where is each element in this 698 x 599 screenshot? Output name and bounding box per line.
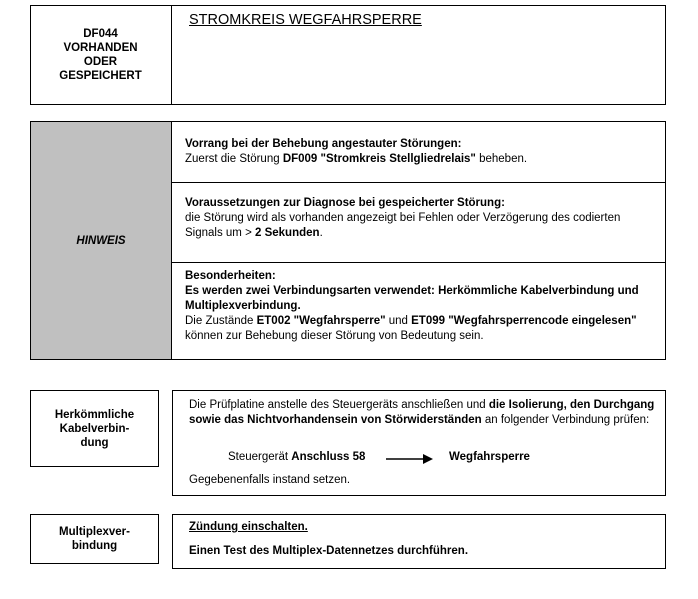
kabel-instructions xyxy=(189,398,657,428)
block-value: 2 Sekunden xyxy=(255,227,320,239)
connection-target xyxy=(449,451,530,463)
block-text: Die Zustände xyxy=(185,315,257,327)
block-text: die Störung wird als vorhanden angezeigt bei Fehlen oder Verzögerung des codierten Signals um > xyxy=(185,212,621,239)
fault-code-line: VORHANDEN xyxy=(63,42,138,54)
fault-reference: DF009 "Stromkreis Stellgliedrelais" xyxy=(282,153,476,165)
connection-line xyxy=(228,451,365,463)
state-reference: ET099 "Wegfahrsperrencode eingelesen" xyxy=(411,315,637,327)
kabel-footer: Gegebenenfalls instand setzen. xyxy=(189,474,351,486)
step-text: Zündung einschalten. xyxy=(189,521,308,533)
label-line: Kabelverbin- xyxy=(59,422,130,435)
instruction-text: an folgender Verbindung prüfen: xyxy=(481,414,650,426)
instruction-bold: die Isolierung, den Durchgang sowie das Nichtvorhandensein von Störwiderständen xyxy=(189,399,655,426)
hinweis-label: HINWEIS xyxy=(76,234,126,247)
hinweis-block-special xyxy=(185,269,655,344)
connection-target-label: Wegfahrsperre xyxy=(449,451,530,463)
page-title: STROMKREIS WEGFAHRSPERRE xyxy=(189,12,422,28)
fault-code-line: DF044 xyxy=(83,28,118,40)
label-line: bindung xyxy=(71,540,118,552)
block-text: . xyxy=(319,227,323,239)
divider xyxy=(172,262,665,263)
step-text: Einen Test des Multiplex-Datennetzes durchführen. xyxy=(189,545,469,557)
arrow-right-icon xyxy=(386,453,434,465)
label-line: Multiplexver- xyxy=(59,526,130,538)
state-reference: ET002 "Wegfahrsperre" xyxy=(256,315,386,327)
multiplex-label xyxy=(30,514,159,564)
label-line: Herkömmliche xyxy=(54,408,135,421)
hinweis-block-priority xyxy=(185,137,655,167)
block-text: und xyxy=(385,315,412,327)
block-text: Zuerst die Störung xyxy=(185,153,283,165)
block-text: können zur Behebung dieser Störung von Bedeutung sein. xyxy=(185,330,484,342)
block-heading: Voraussetzungen zur Diagnose bei gespeicherter Störung: xyxy=(185,197,505,209)
instruction-text: Die Prüfplatine anstelle des Steuergeräts anschließen und xyxy=(189,399,489,411)
multiplex-step-1 xyxy=(189,521,308,533)
kabel-label xyxy=(30,390,159,467)
label-line: dung xyxy=(80,436,109,449)
divider xyxy=(172,182,665,183)
connection-source: Steuergerät xyxy=(228,451,292,463)
multiplex-step-2 xyxy=(189,545,468,557)
block-bold-text: Es werden zwei Verbindungsarten verwendet: Herkömmliche Kabelverbindung und Multiplexverbindung. xyxy=(185,285,639,312)
connection-pin: Anschluss 58 xyxy=(291,451,366,463)
block-text: beheben. xyxy=(475,153,528,165)
hinweis-block-conditions xyxy=(185,196,657,241)
fault-code-label xyxy=(30,5,172,105)
fault-code-line: ODER xyxy=(83,56,118,68)
block-heading: Besonderheiten: xyxy=(185,270,276,282)
block-heading: Vorrang bei der Behebung angestauter Störungen: xyxy=(185,138,462,150)
hinweis-label-cell xyxy=(31,122,172,359)
fault-code-line: GESPEICHERT xyxy=(59,70,142,82)
